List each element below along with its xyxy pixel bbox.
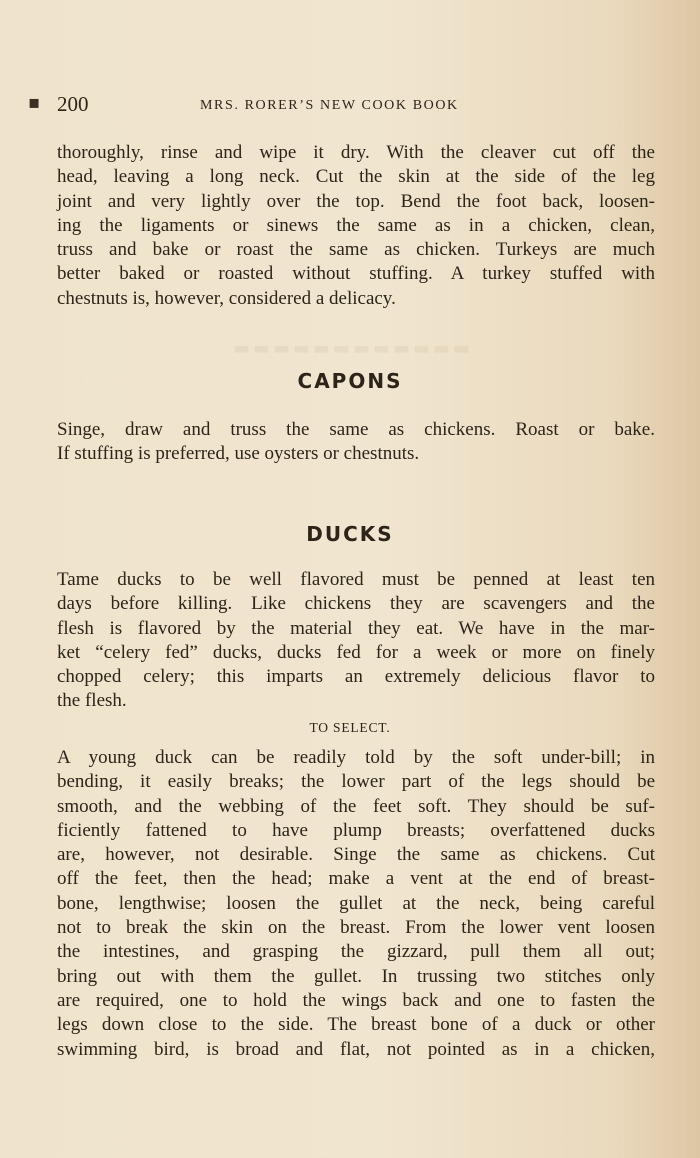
text-line: head, leaving a long neck. Cut the skin at the side of the leg <box>57 166 655 188</box>
text-line: off the feet, then the head; make a vent at the end of breast- <box>57 868 655 890</box>
text-line: A young duck can be readily told by the soft under-bill; in <box>57 747 655 768</box>
turkey-paragraph <box>57 141 655 311</box>
text-line: chestnuts is, however, considered a delicacy. <box>57 287 396 309</box>
text-line: ket “celery fed” ducks, ducks fed for a week or more on finely <box>57 641 655 663</box>
text-line: If stuffing is preferred, use oysters or chestnuts. <box>57 443 420 465</box>
text-line: better baked or roasted without stuffing. A turkey stuffed with <box>57 263 655 285</box>
text-line: bone, lengthwise; loosen the gullet at the neck, being careful <box>57 892 655 914</box>
text-line: ficiently fattened to have plump breasts; overfattened ducks <box>57 819 655 841</box>
text-line: bending, it easily breaks; the lower part of the legs should be <box>57 771 655 793</box>
running-head: MRS. RORER’S NEW COOK BOOK <box>200 98 459 113</box>
margin-mark: ▪ <box>28 92 41 113</box>
capons-heading: CAPONS <box>297 369 403 393</box>
text-line: thoroughly, rinse and wipe it dry. With the cleaver cut off the <box>57 142 655 163</box>
page-number: 200 <box>57 92 89 116</box>
text-line: not to break the skin on the breast. From the lower vent loosen <box>57 917 655 939</box>
ducks-heading: DUCKS <box>306 522 394 546</box>
text-line: days before killing. Like chickens they are scavengers and the <box>57 593 655 615</box>
text-line: are, however, not desirable. Singe the same as chickens. Cut <box>57 844 655 866</box>
text-line: smooth, and the webbing of the feet soft. They should be suf- <box>57 795 655 817</box>
to-select-subheading: TO SELECT. <box>309 720 391 735</box>
text-line: the flesh. <box>57 690 127 712</box>
text-line: bring out with them the gullet. In trussing two stitches only <box>57 965 655 987</box>
text-line: chopped celery; this imparts an extremely delicious flavor to <box>57 666 655 688</box>
text-line: the intestines, and grasping the gizzard, pull them all out; <box>57 941 655 963</box>
text-line: Singe, draw and truss the same as chickens. Roast or bake. <box>57 419 655 440</box>
text-line: Tame ducks to be well flavored must be penned at least ten <box>57 569 655 590</box>
text-line: swimming bird, is broad and flat, not pointed as in a chicken, <box>57 1038 655 1060</box>
text-line: flesh is flavored by the material they eat. We have in the mar- <box>57 617 655 639</box>
text-line: are required, one to hold the wings back and one to fasten the <box>57 989 655 1011</box>
capons-paragraph <box>57 418 655 467</box>
text-line: legs down close to the side. The breast bone of a duck or other <box>57 1014 655 1036</box>
ducks-select-paragraph <box>57 746 655 1062</box>
bleed-through-ghost: ▬▬▬▬▬▬▬▬▬▬▬▬ <box>229 338 471 359</box>
text-line: joint and very lightly over the top. Bend the foot back, loosen- <box>57 190 655 212</box>
text-line: ing the ligaments or sinews the same as in a chicken, clean, <box>57 214 655 236</box>
text-line: truss and bake or roast the same as chicken. Turkeys are much <box>57 239 655 261</box>
ducks-intro-paragraph <box>57 568 655 714</box>
